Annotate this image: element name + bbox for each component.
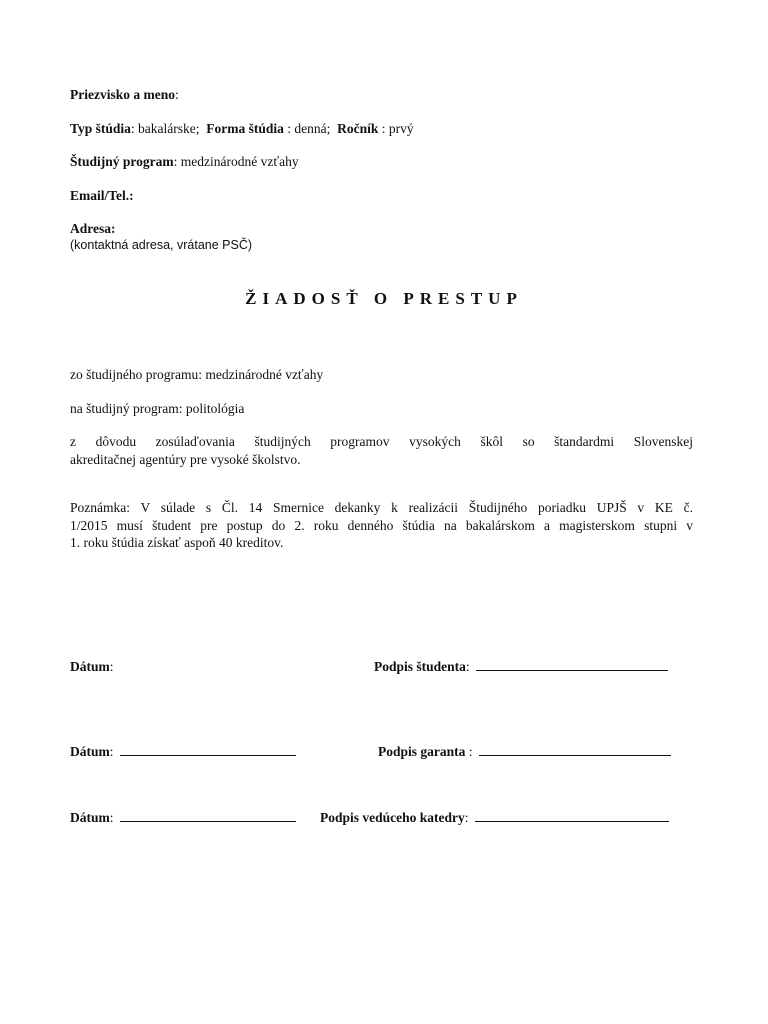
study-form-label: Forma štúdia [206,121,284,136]
guarantor-signature-field [378,743,671,760]
contact-field [70,187,134,204]
date-field-3 [70,809,296,826]
document-title: ŽIADOSŤ O PRESTUP [245,289,523,308]
study-info-row [70,120,414,137]
head-signature-label: Podpis vedúceho katedry [320,810,465,825]
from-program: zo študijného programu: medzinárodné vzťahy [70,367,324,382]
date-colon-1: : [109,659,114,674]
guarantor-signature-line[interactable] [479,743,671,756]
program-label: Študijný program [70,154,174,169]
head-signature-field [320,809,669,826]
date-field-2 [70,743,296,760]
name-field [70,86,179,103]
student-signature-line[interactable] [476,658,668,671]
study-type-value: : bakalárske; [130,121,200,136]
head-signature-colon: : [464,810,469,825]
student-signature-label: Podpis študenta [374,659,466,674]
date-line-3[interactable] [120,809,296,822]
name-label: Priezvisko a meno [70,87,175,102]
year-label: Ročník [337,121,379,136]
contact-label: Email/Tel.: [70,188,134,203]
guarantor-signature-colon: : [465,744,473,759]
reason-paragraph [70,433,693,468]
study-type-label: Typ štúdia [70,121,131,136]
program-field [70,153,299,170]
date-label-2: Dátum [70,744,110,759]
address-label-row [70,220,116,237]
date-label-1: Dátum [70,659,110,674]
date-field-1 [70,658,114,675]
date-label-3: Dátum [70,810,110,825]
reason-line-1: z dôvodu zosúlaďovania študijných programov vysokých škôl so štandardmi Slovenskej [70,434,693,449]
study-form-value: : denná; [287,121,331,136]
guarantor-signature-label: Podpis garanta [378,744,466,759]
student-signature-field [374,658,668,675]
student-signature-colon: : [465,659,470,674]
year-value: : prvý [381,121,414,136]
note-line-3: 1. roku štúdia získať aspoň 40 kreditov. [70,535,284,550]
reason-line-2: akreditačnej agentúry pre vysoké školstvo. [70,451,301,467]
note-line-2: 1/2015 musí študent pre postup do 2. roku denného štúdia na bakalárskom a magisterskom stupni v [70,517,693,533]
name-colon: : [174,87,179,102]
date-line-2[interactable] [120,743,296,756]
program-value: : medzinárodné vzťahy [173,154,299,169]
date-colon-3: : [109,810,114,825]
to-program: na študijný program: politológia [70,401,245,416]
date-colon-2: : [109,744,114,759]
address-hint: (kontaktná adresa, vrátane PSČ) [70,238,253,252]
note-paragraph [70,499,693,552]
head-signature-line[interactable] [475,809,669,822]
note-line-1: Poznámka: V súlade s Čl. 14 Smernice dekanky k realizácii Študijného poriadku UPJŠ v KE č. [70,500,693,515]
address-label: Adresa: [70,221,116,236]
